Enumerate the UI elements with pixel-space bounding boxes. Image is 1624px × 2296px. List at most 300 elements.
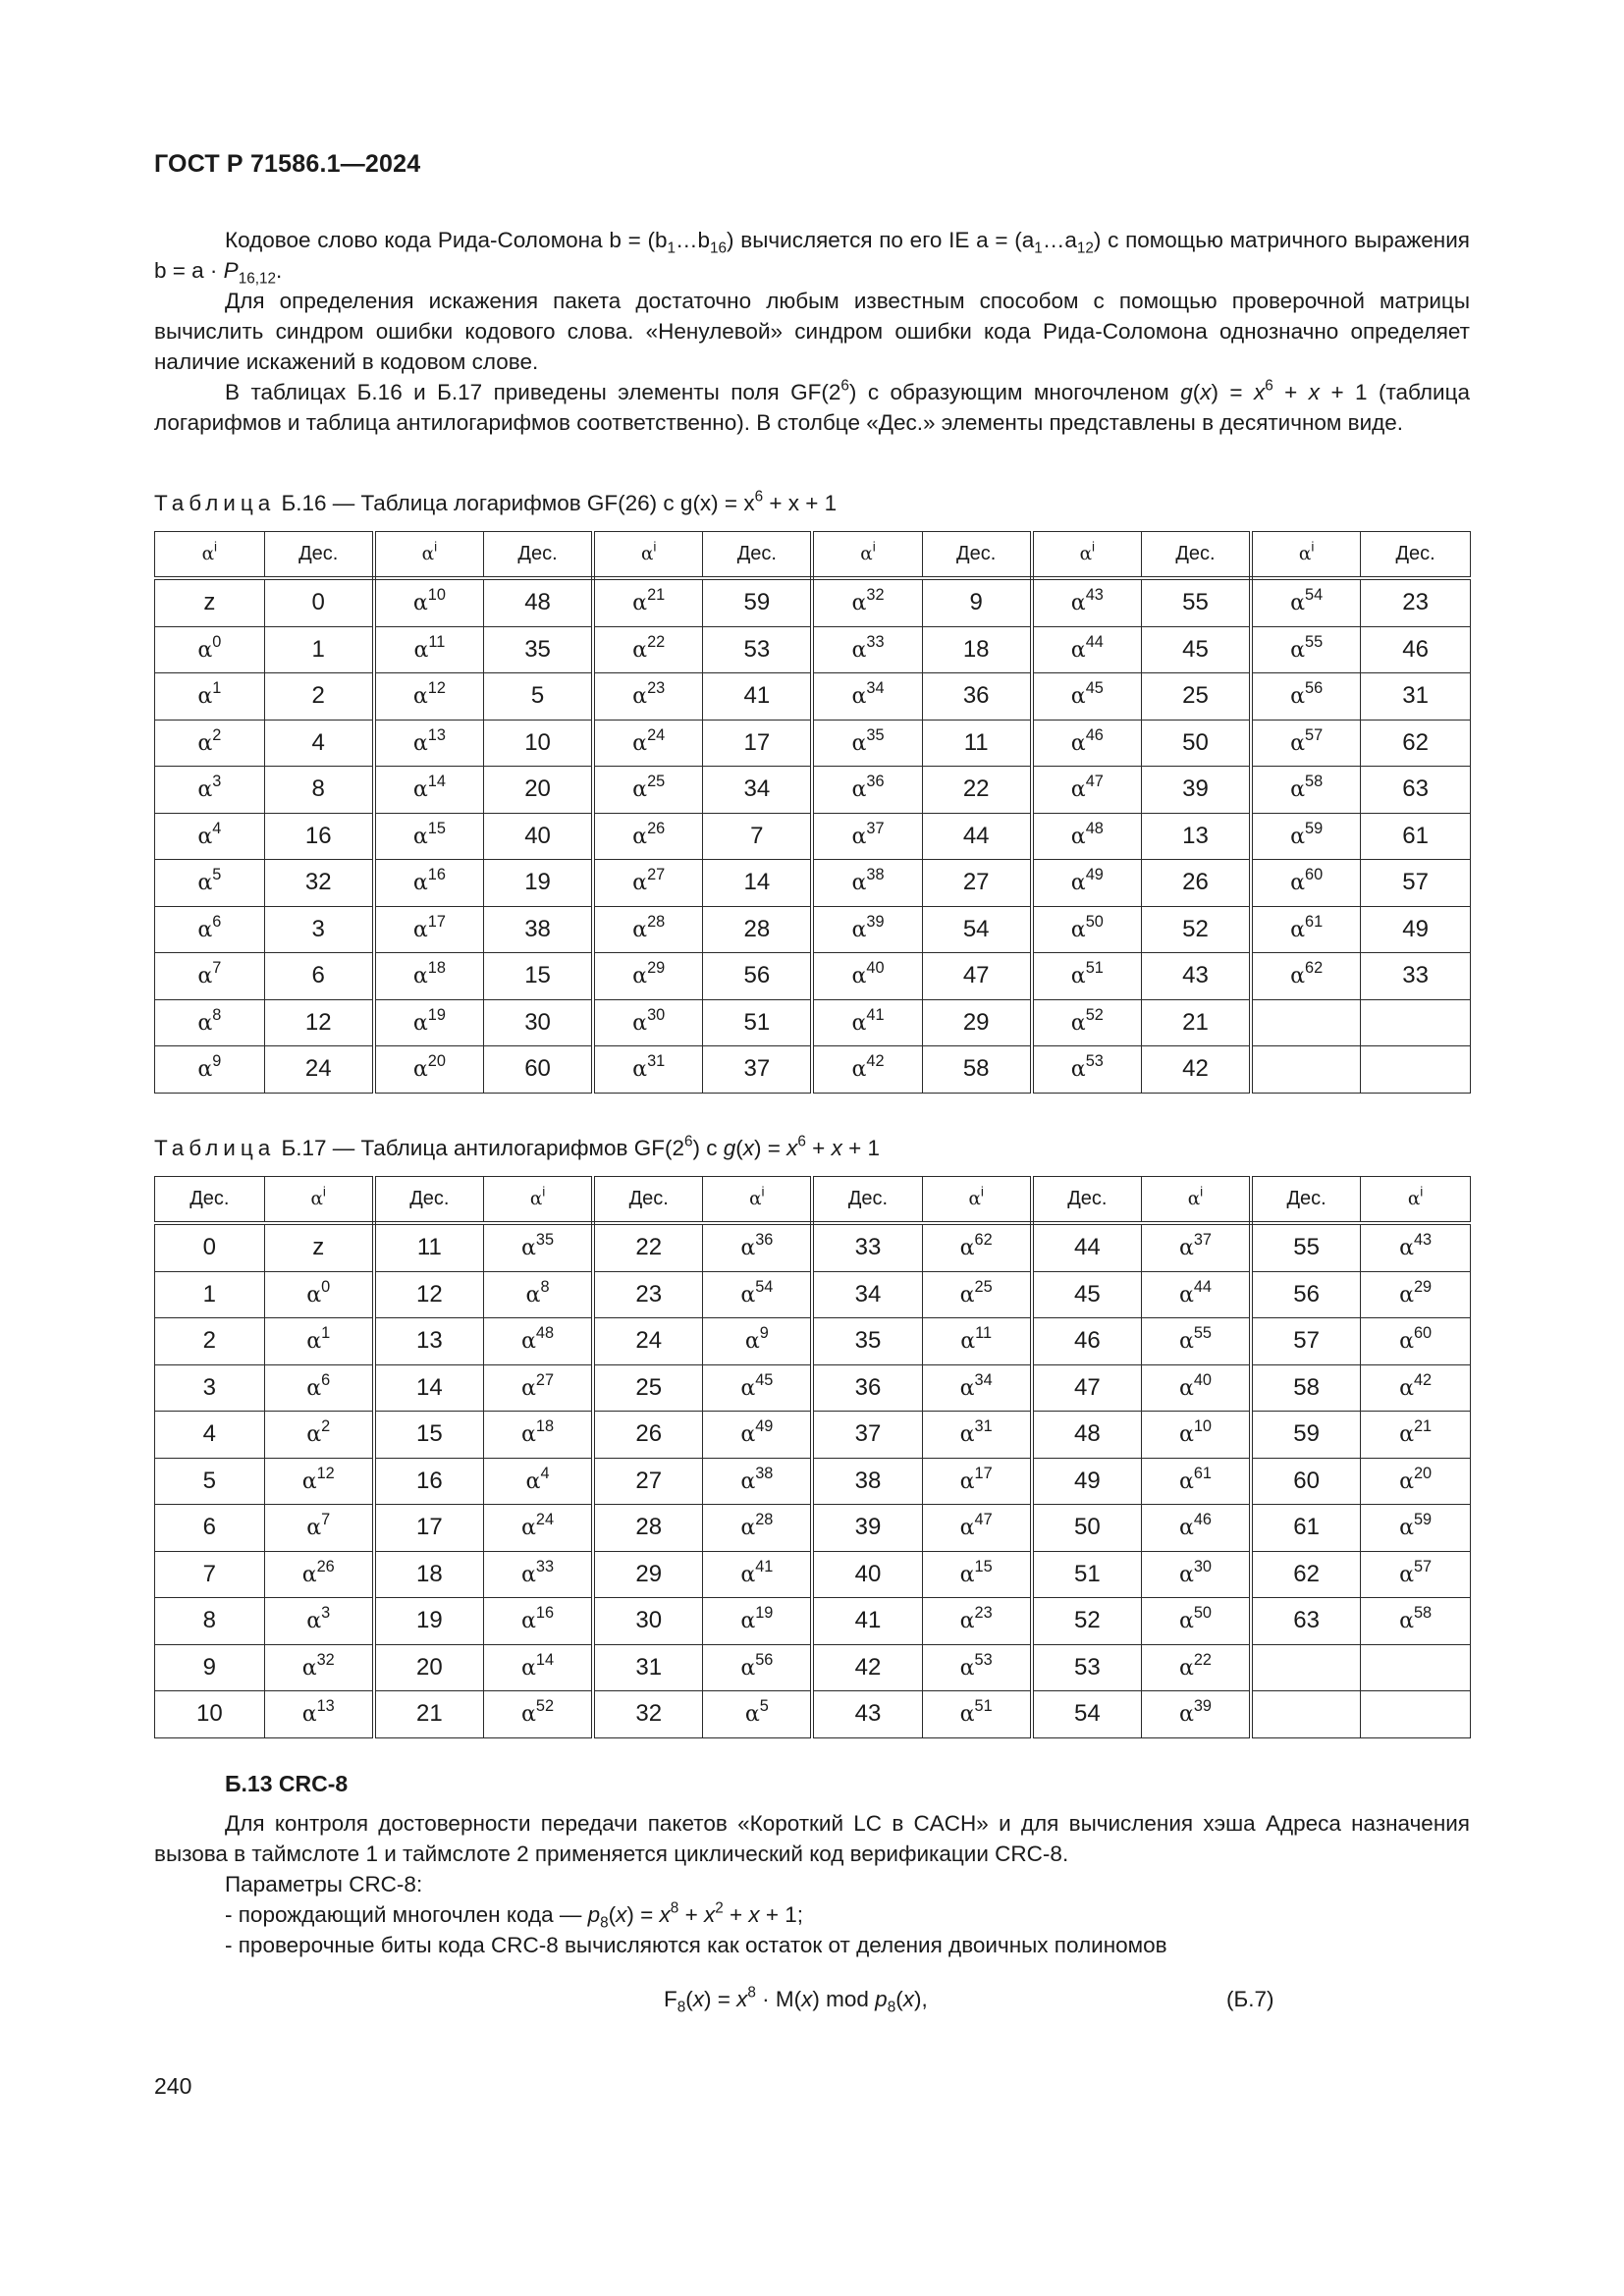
alpha-cell: $\alpha^{25}$	[593, 767, 703, 814]
decimal-cell: 11	[922, 720, 1032, 767]
header-alpha-i: $\alpha^i$	[812, 532, 922, 579]
alpha-cell: $\alpha^{49}$	[703, 1412, 813, 1459]
table-17-caption: Таблица Б.17 — Таблица антилогарифмов $GF(2^6)$ с $g(x) = x^6 + x + 1$	[154, 1133, 880, 1160]
decimal-cell: 12	[374, 1271, 484, 1318]
decimal-cell: 3	[155, 1364, 265, 1412]
decimal-cell: 15	[374, 1412, 484, 1459]
alpha-cell: $\alpha^{15}$	[374, 813, 484, 860]
table-row	[155, 578, 1471, 626]
decimal-cell: 4	[155, 1412, 265, 1459]
alpha-cell: $\alpha^{53}$	[922, 1644, 1032, 1691]
alpha-cell: $\alpha^9$	[155, 1046, 265, 1094]
decimal-cell: 10	[155, 1691, 265, 1738]
decimal-cell: 17	[374, 1505, 484, 1552]
page-number: 240	[154, 2073, 192, 2099]
decimal-cell: 42	[812, 1644, 922, 1691]
alpha-cell: $\alpha^{33}$	[812, 626, 922, 673]
decimal-cell: 56	[703, 953, 813, 1000]
alpha-cell: $\alpha^{52}$	[1032, 999, 1142, 1046]
table-row	[155, 1046, 1471, 1094]
decimal-cell: 0	[155, 1223, 265, 1271]
table-row	[155, 1412, 1471, 1459]
table-header-row	[155, 1177, 1471, 1224]
decimal-cell: 13	[374, 1318, 484, 1365]
header-dec: Дес.	[483, 532, 593, 579]
decimal-cell: 20	[374, 1644, 484, 1691]
decimal-cell: 20	[483, 767, 593, 814]
decimal-cell: 63	[1361, 767, 1471, 814]
decimal-cell: 52	[1141, 906, 1251, 953]
decimal-cell: 62	[1361, 720, 1471, 767]
decimal-cell: 3	[264, 906, 374, 953]
decimal-cell: 48	[483, 578, 593, 626]
decimal-cell: 50	[1141, 720, 1251, 767]
decimal-cell: 12	[264, 999, 374, 1046]
decimal-cell: 30	[593, 1598, 703, 1645]
decimal-cell: 47	[922, 953, 1032, 1000]
table-row	[155, 767, 1471, 814]
decimal-cell: 22	[593, 1223, 703, 1271]
decimal-cell	[1361, 1046, 1471, 1094]
decimal-cell: 51	[703, 999, 813, 1046]
decimal-cell: 14	[374, 1364, 484, 1412]
alpha-cell: $\alpha^0$	[155, 626, 265, 673]
formula-number: (Б.7)	[1226, 1987, 1274, 2011]
decimal-cell: 24	[264, 1046, 374, 1094]
alpha-cell: $\alpha^{59}$	[1251, 813, 1361, 860]
decimal-cell: 23	[1361, 578, 1471, 626]
alpha-cell: $\alpha^{39}$	[812, 906, 922, 953]
table-row	[155, 813, 1471, 860]
alpha-cell: $\alpha^{26}$	[264, 1551, 374, 1598]
decimal-cell: 44	[922, 813, 1032, 860]
alpha-cell: $\alpha^{61}$	[1141, 1458, 1251, 1505]
decimal-cell: 33	[812, 1223, 922, 1271]
decimal-cell: 5	[483, 673, 593, 721]
header-alpha-i: $\alpha^i$	[155, 532, 265, 579]
table-row	[155, 1271, 1471, 1318]
decimal-cell: 6	[264, 953, 374, 1000]
alpha-cell: $\alpha^{48}$	[1032, 813, 1142, 860]
alpha-cell: $\alpha^{28}$	[703, 1505, 813, 1552]
decimal-cell: 57	[1251, 1318, 1361, 1365]
decimal-cell: 23	[593, 1271, 703, 1318]
decimal-cell: 50	[1032, 1505, 1142, 1552]
decimal-cell: 8	[264, 767, 374, 814]
log-table-b16	[154, 531, 1471, 1094]
header-alpha-i: $\alpha^i$	[1032, 532, 1142, 579]
alpha-cell: $\alpha^{57}$	[1361, 1551, 1471, 1598]
decimal-cell: 44	[1032, 1223, 1142, 1271]
alpha-cell: $\alpha^{31}$	[593, 1046, 703, 1094]
decimal-cell: 33	[1361, 953, 1471, 1000]
alpha-cell: $\alpha^9$	[703, 1318, 813, 1365]
alpha-cell: $\alpha^{35}$	[483, 1223, 593, 1271]
alpha-cell: $\alpha^{51}$	[1032, 953, 1142, 1000]
alpha-cell: $\alpha^7$	[155, 953, 265, 1000]
alpha-cell: $\alpha^8$	[155, 999, 265, 1046]
table-row	[155, 720, 1471, 767]
decimal-cell: 25	[1141, 673, 1251, 721]
decimal-cell: 57	[1361, 860, 1471, 907]
decimal-cell: 19	[374, 1598, 484, 1645]
decimal-cell: 41	[812, 1598, 922, 1645]
alpha-cell: $\alpha^{44}$	[1032, 626, 1142, 673]
table-row	[155, 1364, 1471, 1412]
alpha-cell: $\alpha^{37}$	[1141, 1223, 1251, 1271]
alpha-cell: $\alpha^0$	[264, 1271, 374, 1318]
decimal-cell: 35	[812, 1318, 922, 1365]
table-row	[155, 1644, 1471, 1691]
alpha-cell	[1361, 1644, 1471, 1691]
decimal-cell: 40	[812, 1551, 922, 1598]
alpha-cell: $\alpha^{31}$	[922, 1412, 1032, 1459]
alpha-cell: $\alpha^{16}$	[374, 860, 484, 907]
alpha-cell: $\alpha^6$	[264, 1364, 374, 1412]
alpha-cell: $\alpha^{40}$	[812, 953, 922, 1000]
alpha-cell: $\alpha^1$	[264, 1318, 374, 1365]
alpha-cell: $\alpha^{18}$	[374, 953, 484, 1000]
alpha-cell: $\alpha^7$	[264, 1505, 374, 1552]
alpha-cell: $\alpha^{56}$	[703, 1644, 813, 1691]
alpha-cell: $\alpha^{46}$	[1032, 720, 1142, 767]
alpha-cell: $\alpha^{45}$	[703, 1364, 813, 1412]
decimal-cell: 9	[155, 1644, 265, 1691]
decimal-cell: 43	[812, 1691, 922, 1738]
list-item-check-bits: - проверочные биты кода CRC-8 вычисляются как остаток от деления двоичных полиномов	[225, 1933, 1167, 1957]
alpha-cell	[1251, 999, 1361, 1046]
alpha-cell: $\alpha^{27}$	[483, 1364, 593, 1412]
decimal-cell: 53	[1032, 1644, 1142, 1691]
decimal-cell: 7	[155, 1551, 265, 1598]
header-dec: Дес.	[1251, 1177, 1361, 1224]
header-alpha-i: $\alpha^i$	[1361, 1177, 1471, 1224]
alpha-cell: $\alpha^{26}$	[593, 813, 703, 860]
decimal-cell: 54	[922, 906, 1032, 953]
decimal-cell: 46	[1032, 1318, 1142, 1365]
alpha-cell: $\alpha^{15}$	[922, 1551, 1032, 1598]
alpha-cell: $\alpha^{30}$	[1141, 1551, 1251, 1598]
decimal-cell: 59	[703, 578, 813, 626]
header-alpha-i: $\alpha^i$	[264, 1177, 374, 1224]
alpha-cell: $\alpha^{13}$	[374, 720, 484, 767]
decimal-cell: 59	[1251, 1412, 1361, 1459]
header-alpha-i: $\alpha^i$	[1141, 1177, 1251, 1224]
decimal-cell: 62	[1251, 1551, 1361, 1598]
decimal-cell	[1251, 1691, 1361, 1738]
alpha-cell: $\alpha^{61}$	[1251, 906, 1361, 953]
alpha-cell: $\alpha^{19}$	[374, 999, 484, 1046]
document-header: ГОСТ Р 71586.1—2024	[154, 150, 421, 178]
alpha-cell: $\alpha^{34}$	[922, 1364, 1032, 1412]
paragraph-syndrome: Для определения искажения пакета достаточно любым известным способом с помощью проверочной матрицы вычислить синдром ошибки кодового слова. «Ненулевой» синдром ошибки кода Рида-Соломона однозначно определяет наличие искажений в кодовом слове.	[154, 289, 1470, 374]
decimal-cell: 32	[593, 1691, 703, 1738]
decimal-cell: 10	[483, 720, 593, 767]
decimal-cell: 61	[1361, 813, 1471, 860]
alpha-cell: $\alpha^{22}$	[593, 626, 703, 673]
decimal-cell: 13	[1141, 813, 1251, 860]
alpha-cell: $\alpha^5$	[155, 860, 265, 907]
alpha-cell: $\alpha^{22}$	[1141, 1644, 1251, 1691]
alpha-cell: $\alpha^{12}$	[374, 673, 484, 721]
alpha-cell: $\alpha^{18}$	[483, 1412, 593, 1459]
decimal-cell: 7	[703, 813, 813, 860]
decimal-cell: 8	[155, 1598, 265, 1645]
alpha-cell: z	[264, 1223, 374, 1271]
alpha-cell: $\alpha^{47}$	[1032, 767, 1142, 814]
alpha-cell: $\alpha^3$	[155, 767, 265, 814]
decimal-cell	[1361, 999, 1471, 1046]
alpha-cell: $\alpha^{14}$	[374, 767, 484, 814]
decimal-cell: 26	[593, 1412, 703, 1459]
alpha-cell: $\alpha^{21}$	[1361, 1412, 1471, 1459]
paragraph-crc8-purpose: Для контроля достоверности передачи пакетов «Короткий LC в CACH» и для вычисления хэша Адреса назначения вызова в таймслоте 1 и таймслоте 2 применяется циклический код верификации CRC-8.	[154, 1811, 1470, 1866]
header-alpha-i: $\alpha^i$	[593, 532, 703, 579]
decimal-cell: 53	[703, 626, 813, 673]
decimal-cell: 63	[1251, 1598, 1361, 1645]
decimal-cell: 56	[1251, 1271, 1361, 1318]
alpha-cell: $\alpha^{50}$	[1032, 906, 1142, 953]
decimal-cell: 21	[374, 1691, 484, 1738]
decimal-cell: 28	[703, 906, 813, 953]
alpha-cell: $\alpha^{59}$	[1361, 1505, 1471, 1552]
decimal-cell: 11	[374, 1223, 484, 1271]
alpha-cell: $\alpha^{51}$	[922, 1691, 1032, 1738]
alpha-cell: $\alpha^{23}$	[593, 673, 703, 721]
alpha-cell: $\alpha^{44}$	[1141, 1271, 1251, 1318]
decimal-cell: 32	[264, 860, 374, 907]
decimal-cell: 16	[374, 1458, 484, 1505]
alpha-cell: $\alpha^{57}$	[1251, 720, 1361, 767]
alpha-cell: z	[155, 578, 265, 626]
alpha-cell: $\alpha^{52}$	[483, 1691, 593, 1738]
alpha-cell: $\alpha^{41}$	[812, 999, 922, 1046]
alpha-cell: $\alpha^{28}$	[593, 906, 703, 953]
alpha-cell: $\alpha^{43}$	[1032, 578, 1142, 626]
decimal-cell	[1251, 1644, 1361, 1691]
alpha-cell: $\alpha^{11}$	[922, 1318, 1032, 1365]
alpha-cell: $\alpha^{42}$	[812, 1046, 922, 1094]
table-row	[155, 1458, 1471, 1505]
list-item-generator-polynomial: - порождающий многочлен кода — $p_8(x) = x^8 + x^2 + x + 1$;	[225, 1899, 804, 1932]
alpha-cell: $\alpha^8$	[483, 1271, 593, 1318]
alpha-cell: $\alpha^{27}$	[593, 860, 703, 907]
decimal-cell: 47	[1032, 1364, 1142, 1412]
decimal-cell: 51	[1032, 1551, 1142, 1598]
decimal-cell: 58	[922, 1046, 1032, 1094]
alpha-cell: $\alpha^{20}$	[1361, 1458, 1471, 1505]
alpha-cell: $\alpha^{32}$	[812, 578, 922, 626]
decimal-cell: 37	[703, 1046, 813, 1094]
alpha-cell: $\alpha^{25}$	[922, 1271, 1032, 1318]
decimal-cell: 27	[593, 1458, 703, 1505]
decimal-cell: 29	[593, 1551, 703, 1598]
decimal-cell: 9	[922, 578, 1032, 626]
alpha-cell: $\alpha^{46}$	[1141, 1505, 1251, 1552]
decimal-cell: 6	[155, 1505, 265, 1552]
decimal-cell: 17	[703, 720, 813, 767]
header-dec: Дес.	[812, 1177, 922, 1224]
decimal-cell: 14	[703, 860, 813, 907]
alpha-cell: $\alpha^1$	[155, 673, 265, 721]
table-row	[155, 1223, 1471, 1271]
alpha-cell	[1361, 1691, 1471, 1738]
decimal-cell: 37	[812, 1412, 922, 1459]
alpha-cell: $\alpha^{62}$	[1251, 953, 1361, 1000]
paragraph-reed-solomon-codeword: Кодовое слово кода Рида-Соломона $b = (b_1\dots b_{16})$ вычисляется по его IE $a = (a_1\dots a_{12})$ с помощью матричного выражения $b = a \cdot P_{16,12}$.	[154, 228, 1470, 288]
alpha-cell: $\alpha^6$	[155, 906, 265, 953]
table-header-row	[155, 532, 1471, 579]
decimal-cell: 1	[155, 1271, 265, 1318]
table-row	[155, 953, 1471, 1000]
decimal-cell: 46	[1361, 626, 1471, 673]
alpha-cell: $\alpha^{60}$	[1361, 1318, 1471, 1365]
alpha-cell: $\alpha^{60}$	[1251, 860, 1361, 907]
decimal-cell: 43	[1141, 953, 1251, 1000]
table-row	[155, 1318, 1471, 1365]
alpha-cell: $\alpha^3$	[264, 1598, 374, 1645]
alpha-cell: $\alpha^{58}$	[1361, 1598, 1471, 1645]
decimal-cell: 36	[812, 1364, 922, 1412]
decimal-cell: 38	[812, 1458, 922, 1505]
alpha-cell: $\alpha^{33}$	[483, 1551, 593, 1598]
decimal-cell: 38	[483, 906, 593, 953]
alpha-cell: $\alpha^{55}$	[1141, 1318, 1251, 1365]
header-alpha-i: $\alpha^i$	[374, 532, 484, 579]
decimal-cell: 45	[1032, 1271, 1142, 1318]
decimal-cell: 2	[264, 673, 374, 721]
paragraph-tables-intro: В таблицах Б.16 и Б.17 приведены элементы поля $GF(2^6)$ с образующим многочленом $g(x) = x^6 + x + 1$ (таблица логарифмов и таблица антилогарифмов соответственно). В столбце «Дес.» элементы представлены в десятичном виде.	[154, 377, 1470, 435]
decimal-cell: 49	[1361, 906, 1471, 953]
alpha-cell: $\alpha^{41}$	[703, 1551, 813, 1598]
alpha-cell: $\alpha^{50}$	[1141, 1598, 1251, 1645]
alpha-cell: $\alpha^{14}$	[483, 1644, 593, 1691]
alpha-cell: $\alpha^{21}$	[593, 578, 703, 626]
decimal-cell: 0	[264, 578, 374, 626]
header-alpha-i: $\alpha^i$	[1251, 532, 1361, 579]
alpha-cell: $\alpha^4$	[155, 813, 265, 860]
alpha-cell: $\alpha^{38}$	[812, 860, 922, 907]
alpha-cell: $\alpha^{17}$	[374, 906, 484, 953]
header-dec: Дес.	[264, 532, 374, 579]
alpha-cell: $\alpha^{10}$	[374, 578, 484, 626]
alpha-cell: $\alpha^{38}$	[703, 1458, 813, 1505]
alpha-cell: $\alpha^{24}$	[483, 1505, 593, 1552]
table-16-caption: Таблица Б.16 — Таблица логарифмов GF(26) с $g(x) = x^6 + x + 1$	[154, 488, 838, 515]
alpha-cell: $\alpha^{29}$	[1361, 1271, 1471, 1318]
alpha-cell: $\alpha^{24}$	[593, 720, 703, 767]
formula-b7: $F_8(x) = x^8 \cdot M(x)$ mod $p_8(x)$,	[664, 1984, 928, 2016]
section-title-crc8: Б.13 CRC-8	[225, 1771, 349, 1796]
alpha-cell: $\alpha^{36}$	[812, 767, 922, 814]
decimal-cell: 52	[1032, 1598, 1142, 1645]
decimal-cell: 60	[483, 1046, 593, 1094]
header-dec: Дес.	[922, 532, 1032, 579]
alpha-cell: $\alpha^{12}$	[264, 1458, 374, 1505]
decimal-cell: 4	[264, 720, 374, 767]
decimal-cell: 5	[155, 1458, 265, 1505]
decimal-cell: 27	[922, 860, 1032, 907]
decimal-cell: 61	[1251, 1505, 1361, 1552]
decimal-cell: 26	[1141, 860, 1251, 907]
alpha-cell: $\alpha^{42}$	[1361, 1364, 1471, 1412]
decimal-cell: 39	[1141, 767, 1251, 814]
alpha-cell: $\alpha^5$	[703, 1691, 813, 1738]
decimal-cell: 28	[593, 1505, 703, 1552]
decimal-cell: 31	[593, 1644, 703, 1691]
decimal-cell: 21	[1141, 999, 1251, 1046]
decimal-cell: 19	[483, 860, 593, 907]
table-row	[155, 1691, 1471, 1738]
table-row	[155, 626, 1471, 673]
decimal-cell: 2	[155, 1318, 265, 1365]
header-dec: Дес.	[593, 1177, 703, 1224]
decimal-cell: 49	[1032, 1458, 1142, 1505]
header-dec: Дес.	[1141, 532, 1251, 579]
table-row	[155, 999, 1471, 1046]
decimal-cell: 40	[483, 813, 593, 860]
header-dec: Дес.	[374, 1177, 484, 1224]
alpha-cell: $\alpha^{29}$	[593, 953, 703, 1000]
alpha-cell: $\alpha^{54}$	[1251, 578, 1361, 626]
alpha-cell: $\alpha^{56}$	[1251, 673, 1361, 721]
alpha-cell: $\alpha^{54}$	[703, 1271, 813, 1318]
alpha-cell: $\alpha^{49}$	[1032, 860, 1142, 907]
alpha-cell: $\alpha^{35}$	[812, 720, 922, 767]
decimal-cell: 54	[1032, 1691, 1142, 1738]
alpha-cell	[1251, 1046, 1361, 1094]
header-alpha-i: $\alpha^i$	[483, 1177, 593, 1224]
decimal-cell: 55	[1251, 1223, 1361, 1271]
decimal-cell: 60	[1251, 1458, 1361, 1505]
decimal-cell: 29	[922, 999, 1032, 1046]
decimal-cell: 48	[1032, 1412, 1142, 1459]
alpha-cell: $\alpha^{19}$	[703, 1598, 813, 1645]
alpha-cell: $\alpha^2$	[155, 720, 265, 767]
antilog-table-b17	[154, 1176, 1471, 1738]
table-row	[155, 673, 1471, 721]
decimal-cell: 22	[922, 767, 1032, 814]
alpha-cell: $\alpha^{16}$	[483, 1598, 593, 1645]
decimal-cell: 30	[483, 999, 593, 1046]
header-dec: Дес.	[1032, 1177, 1142, 1224]
alpha-cell: $\alpha^{11}$	[374, 626, 484, 673]
decimal-cell: 41	[703, 673, 813, 721]
decimal-cell: 1	[264, 626, 374, 673]
header-dec: Дес.	[1361, 532, 1471, 579]
alpha-cell: $\alpha^{36}$	[703, 1223, 813, 1271]
decimal-cell: 24	[593, 1318, 703, 1365]
decimal-cell: 15	[483, 953, 593, 1000]
decimal-cell: 18	[922, 626, 1032, 673]
decimal-cell: 18	[374, 1551, 484, 1598]
alpha-cell: $\alpha^{55}$	[1251, 626, 1361, 673]
alpha-cell: $\alpha^{40}$	[1141, 1364, 1251, 1412]
alpha-cell: $\alpha^{34}$	[812, 673, 922, 721]
alpha-cell: $\alpha^{32}$	[264, 1644, 374, 1691]
alpha-cell: $\alpha^{13}$	[264, 1691, 374, 1738]
alpha-cell: $\alpha^{37}$	[812, 813, 922, 860]
alpha-cell: $\alpha^{47}$	[922, 1505, 1032, 1552]
alpha-cell: $\alpha^{23}$	[922, 1598, 1032, 1645]
header-alpha-i: $\alpha^i$	[922, 1177, 1032, 1224]
decimal-cell: 34	[703, 767, 813, 814]
alpha-cell: $\alpha^{62}$	[922, 1223, 1032, 1271]
alpha-cell: $\alpha^{17}$	[922, 1458, 1032, 1505]
alpha-cell: $\alpha^{39}$	[1141, 1691, 1251, 1738]
decimal-cell: 42	[1141, 1046, 1251, 1094]
decimal-cell: 55	[1141, 578, 1251, 626]
